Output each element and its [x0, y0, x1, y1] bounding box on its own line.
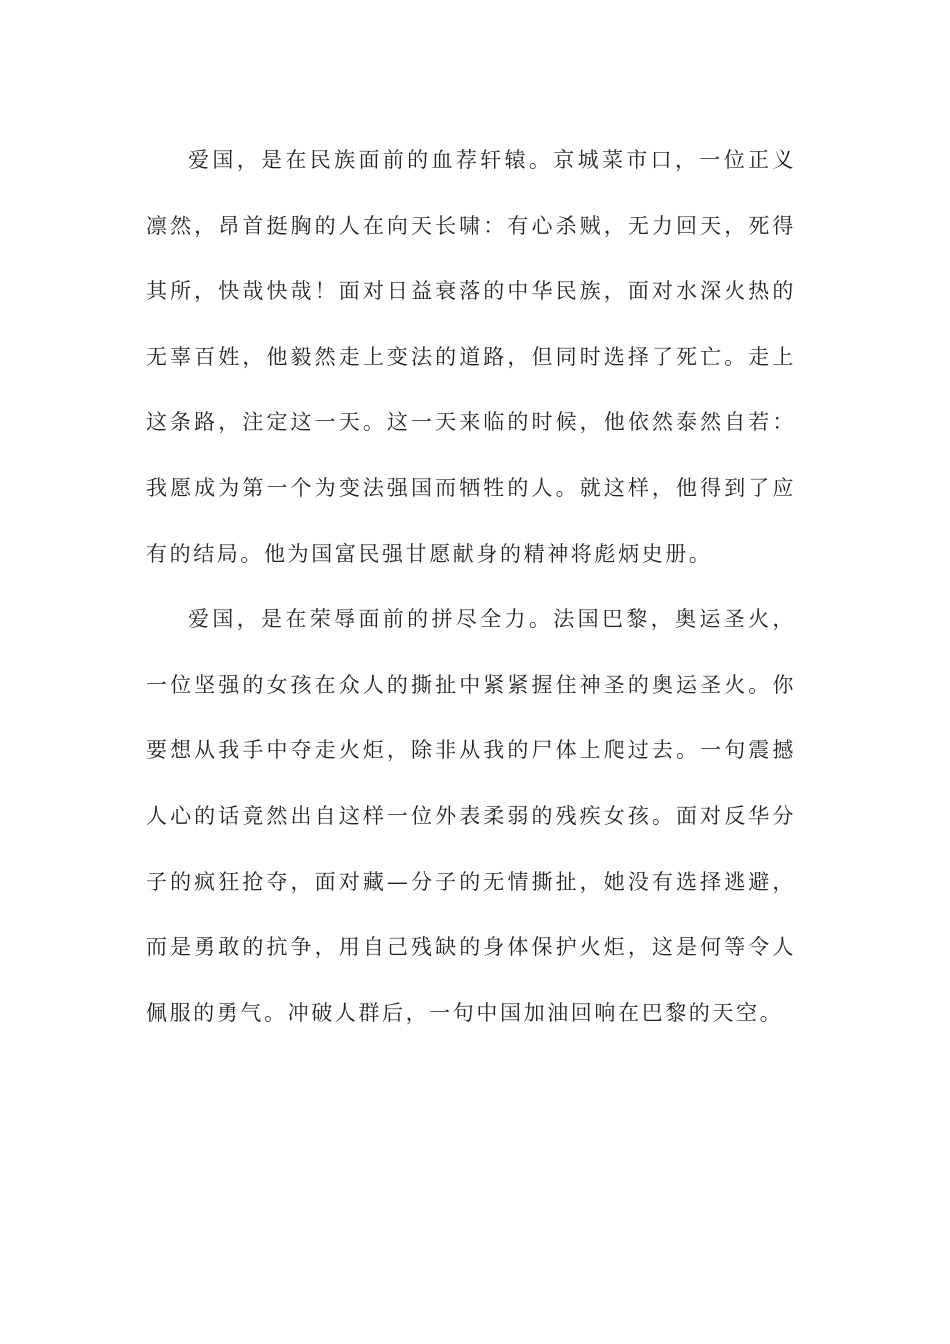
paragraph-2: 爱国，是在荣辱面前的拼尽全力。法国巴黎，奥运圣火，一位坚强的女孩在众人的撕扯中紧紧握住神圣的奥运圣火。你要想从我手中夺走火炬，除非从我的尸体上爬过去。一句震撼人心的话竟然出自这样一位外表柔弱的残疾女孩。面对反华分子的疯狂抢夺，面对藏—分子的无情撕扯，她没有选择逃避，而是勇敢的抗争，用自己残缺的身体保护火炬，这是何等令人佩服的勇气。冲破人群后，一句中国加油回响在巴黎的天空。 — [146, 607, 796, 1025]
document-body — [146, 128, 796, 1046]
paragraph-1: 爱国，是在民族面前的血荐轩辕。京城菜市口，一位正义凛然，昂首挺胸的人在向天长啸：有心杀贼，无力回天，死得其所，快哉快哉！面对日益衰落的中华民族，面对水深火热的无辜百姓，他毅然走上变法的道路，但同时选择了死亡。走上这条路，注定这一天。这一天来临的时候，他依然泰然自若：我愿成为第一个为变法强国而牺牲的人。就这样，他得到了应有的结局。他为国富民强甘愿献身的精神将彪炳史册。 — [146, 148, 796, 566]
